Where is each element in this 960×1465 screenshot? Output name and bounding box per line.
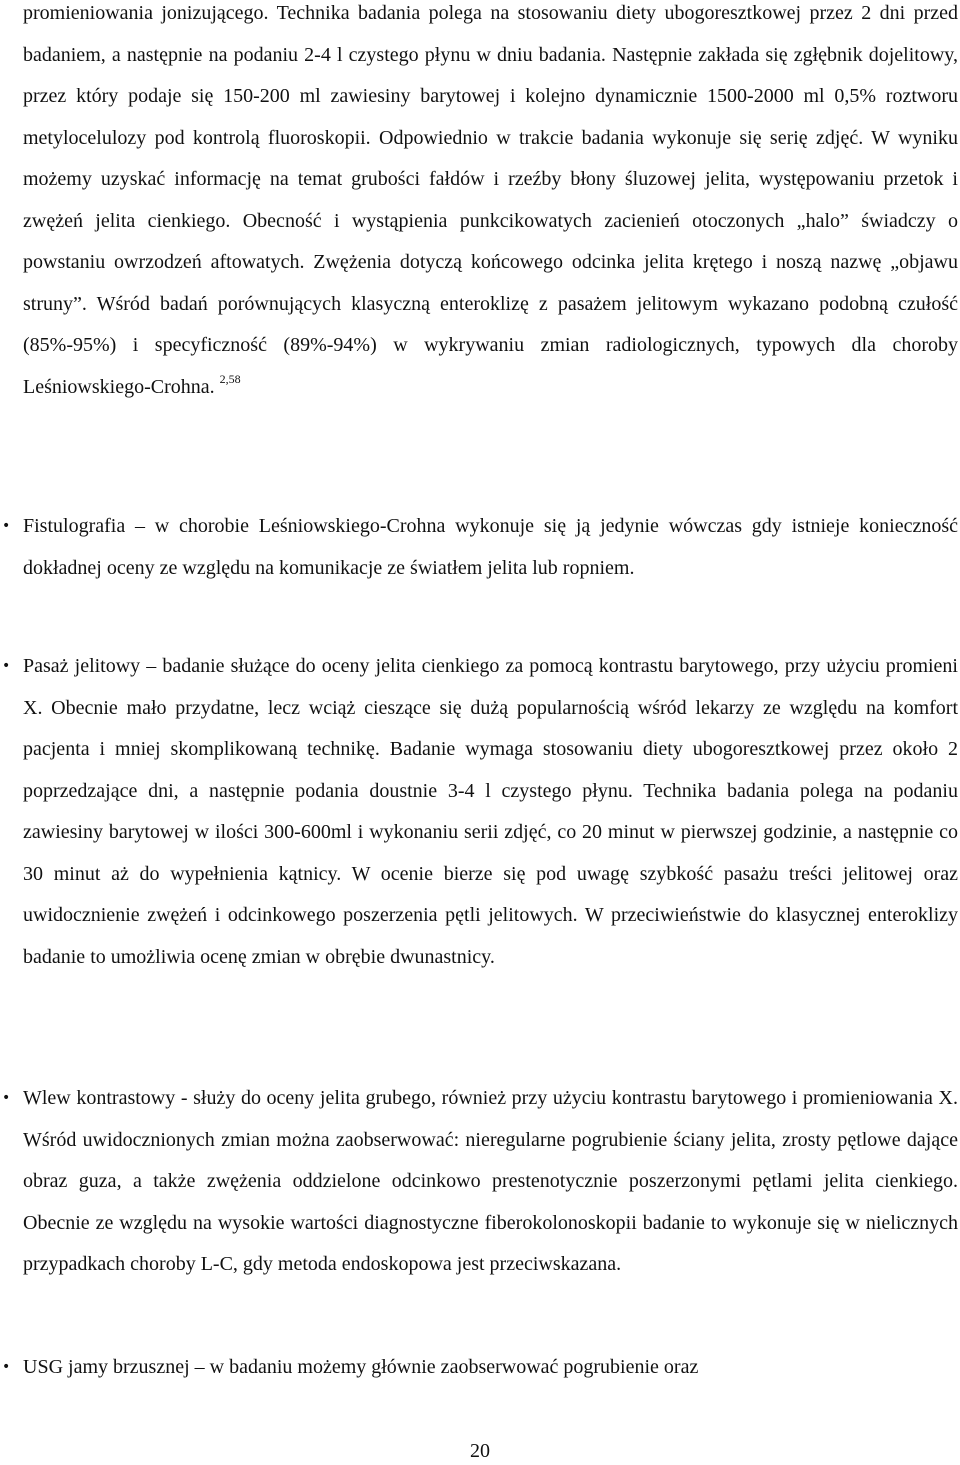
bullet-text: Pasaż jelitowy – badanie służące do oceny jelita cienkiego za pomocą kontrastu barytowego, przy użyciu promieni X. Obecnie mało przydatne, lecz wciąż cieszące się dużą popularnością wśród lekarzy ze względu na komfort pacjenta i mniej skomplikowaną technikę. Badanie wymaga stosowaniu diety ubogoresztkowej przez około 2 poprzedzające dni, a następnie podania doustnie 3-4 l czystego płynu. Technika badania polega na podaniu zawiesiny barytowej w ilości 300-600ml i wykonaniu serii zdjęć, co 20 minut w pierwszej godzinie, a następnie co 30 minut aż do wypełnienia kątnicy. W ocenie bierze się pod uwagę szybkość pasażu treści jelitowej oraz uwidocznienie zwężeń i odcinkowego poszerzenia pętli jelitowych. W przeciwieństwie do klasycznej enteroklizy badanie to umożliwia ocenę zmian w obrębie dwunastnicy. [23,655,958,968]
bullet-icon: • [2,658,11,674]
bullet-item-wlew-kontrastowy [0,1078,958,1286]
page-number: 20 [470,1440,490,1462]
bullet-item-fistulografia [0,506,958,589]
body-paragraph [23,0,958,408]
bullet-item-usg [0,1347,958,1389]
bullet-icon: • [2,1359,11,1375]
bullet-text: Fistulografia – w chorobie Leśniowskiego-Crohna wykonuje się ją jedynie wówczas gdy istnieje konieczność dokładnej oceny ze względu na komunikacje ze światłem jelita lub ropniem. [23,515,958,579]
bullet-text: USG jamy brzusznej – w badaniu możemy głównie zaobserwować pogrubienie oraz [23,1356,699,1378]
bullet-text: Wlew kontrastowy - służy do oceny jelita grubego, również przy użyciu kontrastu barytowego i promieniowania X. Wśród uwidocznionych zmian można zaobserwować: nieregularne pogrubienie ściany jelita, zrosty pętlowe dające obraz guza, a także zwężenia oddzielone odcinkowo prestenotycznie poszerzonymi pętlami jelita cienkiego. Obecnie ze względu na wysokie wartości diagnostyczne fiberokolonoskopii badanie to wykonuje się w nielicznych przypadkach choroby L-C, gdy metoda endoskopowa jest przeciwskazana. [23,1087,958,1275]
bullet-item-pasaz-jelitowy [0,646,958,978]
paragraph-text: promieniowania jonizującego. Technika badania polega na stosowaniu diety ubogoresztkowej przez 2 dni przed badaniem, a następnie na podaniu 2-4 l czystego płynu w dniu badania. Następnie zakłada się zgłębnik dojelitowy, przez który podaje się 150-200 ml zawiesiny barytowej i kolejno dynamicznie 1500-2000 ml 0,5% roztworu metylocelulozy pod kontrolą fluoroskopii. Odpowiednio w trakcie badania wykonuje się serię zdjęć. W wyniku możemy uzyskać informację na temat grubości fałdów i rzeźby błony śluzowej jelita, występowaniu przetok i zwężeń jelita cienkiego. Obecność i wystąpienia punkcikowatych zacienień otoczonych „halo” świadczy o powstaniu owrzodzeń aftowatych. Zwężenia dotyczą końcowego odcinka jelita krętego i noszą nazwę „objawu struny”. Wśród badań porównujących klasyczną enteroklizę z pasażem jelitowym wykazano podobną czułość (85%-95%) i specyficzność (89%-94%) w wykrywaniu zmian radiologicznych, typowych dla choroby Leśniowskiego-Crohna. [23,2,958,398]
bullet-icon: • [2,518,11,534]
bullet-icon: • [2,1090,11,1106]
reference-superscript: 2,58 [219,371,241,386]
